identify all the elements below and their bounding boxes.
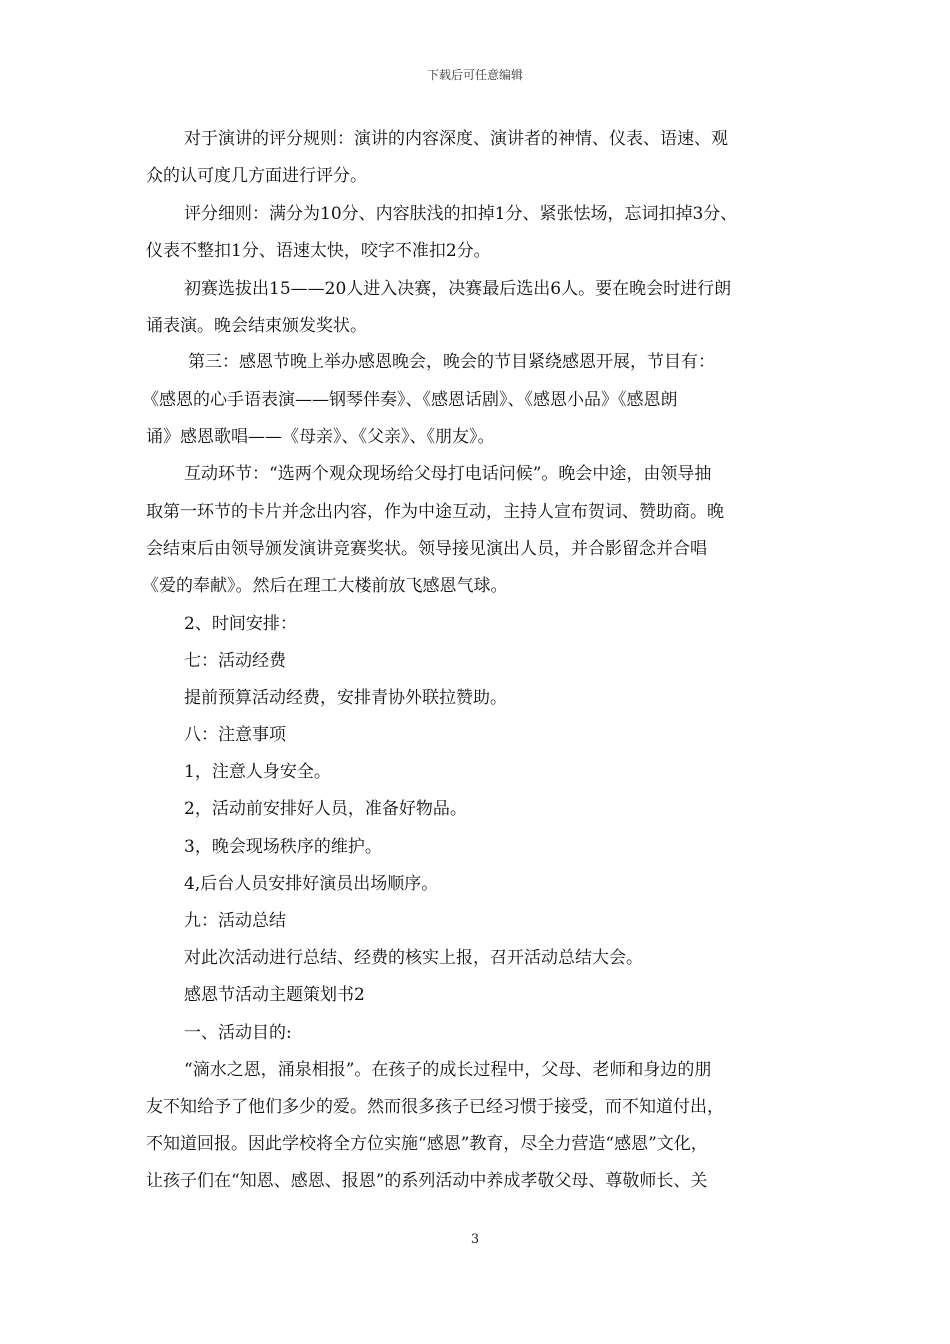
page-number: 3	[470, 1232, 480, 1247]
body-line: 众的认可度几方面进行评分。	[146, 166, 367, 186]
list-item: 3，晚会现场秩序的维护。	[184, 837, 382, 857]
body-line: 诵表演。晚会结束颁发奖状。	[146, 316, 367, 336]
body-line: 互动环节：“选两个观众现场给父母打电话问候”。晚会中途，由领导抽	[184, 464, 712, 484]
body-line: 第三：感恩节晚上举办感恩晚会，晚会的节目紧绕感恩开展，节目有：	[188, 352, 715, 372]
body-line: 友不知给予了他们多少的爱。然而很多孩子已经习惯于接受，而不知道付出，	[146, 1097, 724, 1117]
body-line: 初赛选拔出15——20人进入决赛，决赛最后选出6人。要在晚会时进行朗	[184, 279, 732, 299]
body-line: 对此次活动进行总结、经费的核实上报，召开活动总结大会。	[184, 948, 643, 968]
list-item: 2，活动前安排好人员，准备好物品。	[184, 799, 467, 819]
section-heading: 八：注意事项	[184, 725, 286, 745]
body-line: 2、时间安排：	[184, 614, 297, 634]
body-line: 提前预算活动经费，安排青协外联拉赞助。	[184, 688, 507, 708]
body-line: 不知道回报。因此学校将全方位实施“感恩”教育，尽全力营造“感恩”文化，	[146, 1134, 708, 1154]
section-heading: 七：活动经费	[184, 651, 286, 671]
body-line: 会结束后由领导颁发演讲竞赛奖状。领导接见演出人员，并合影留念并合唱	[146, 539, 707, 559]
body-line: 取第一环节的卡片并念出内容，作为中途互动，主持人宣布贺词、赞助商。晚	[146, 502, 724, 522]
body-line: 《感恩的心手语表演——钢琴伴奏》、《感恩话剧》、《感恩小品》《感恩朗	[142, 390, 678, 410]
body-line: “滴水之恩，涌泉相报”。在孩子的成长过程中，父母、老师和身边的朋	[184, 1060, 712, 1080]
body-line: 仪表不整扣1分、语速太快，咬字不准扣2分。	[146, 241, 491, 261]
body-line: 评分细则：满分为10分、内容肤浅的扣掉1分、紧张怯场，忘词扣掉3分、	[184, 204, 738, 224]
body-line: 对于演讲的评分规则：演讲的内容深度、演讲者的神情、仪表、语速、观	[184, 129, 728, 149]
body-line: 《爱的奉献》。然后在理工大楼前放飞感恩气球。	[142, 576, 508, 596]
list-item: 1，注意人身安全。	[184, 762, 331, 782]
body-line: 诵》感恩歌唱——《母亲》、《父亲》、《朋友》。	[146, 427, 495, 447]
page-header: 下载后可任意编辑	[426, 68, 523, 82]
section-heading: 九：活动总结	[184, 911, 286, 931]
section-heading: 一、活动目的:	[184, 1023, 292, 1043]
body-line: 让孩子们在“知恩、感恩、报恩”的系列活动中养成孝敬父母、尊敬师长、关	[146, 1171, 708, 1191]
list-item: 4,后台人员安排好演员出场顺序。	[184, 874, 439, 894]
document-subtitle: 感恩节活动主题策划书2	[184, 985, 365, 1005]
